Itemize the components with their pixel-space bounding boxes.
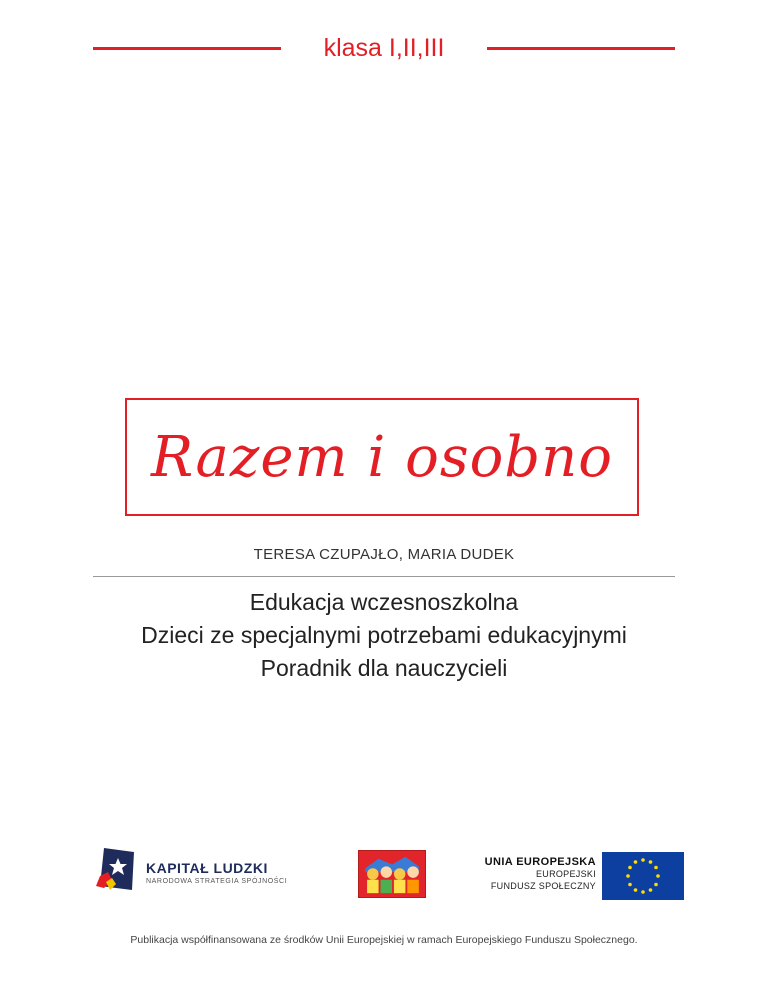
subtitle-line-1: Edukacja wczesnoszkolna xyxy=(249,589,519,615)
eu-line-1: EUROPEJSKI xyxy=(535,869,596,879)
authors: TERESA CZUPAJŁO, MARIA DUDEK xyxy=(253,546,515,563)
logo-strip xyxy=(0,842,768,912)
eu-name: UNIA EUROPEJSKA xyxy=(484,856,596,868)
eu-flag-icon xyxy=(602,852,684,900)
kapital-ludzki-tagline: NARODOWA STRATEGIA SPÓJNOŚCI xyxy=(146,878,288,885)
kapital-ludzki-logo-icon xyxy=(96,846,136,894)
school-logo xyxy=(358,850,426,898)
grade-rule-right xyxy=(487,47,675,50)
kapital-ludzki-text xyxy=(146,860,287,885)
grade-rule-left xyxy=(93,47,281,50)
school-logo-icon xyxy=(359,851,425,897)
footer-note: Publikacja współfinansowana ze środków Unii Europejskiej w ramach Europejskiego Funduszu Społecznego. xyxy=(130,934,638,946)
subtitle-line-2: Dzieci ze specjalnymi potrzebami edukacyjnymi xyxy=(141,622,627,648)
title-box xyxy=(125,398,639,516)
divider xyxy=(93,576,675,577)
kapital-ludzki-name: KAPITAŁ LUDZKI xyxy=(146,860,268,876)
eu-text xyxy=(485,856,596,892)
book-title: Razem i osobno xyxy=(151,424,613,490)
grade-label: klasa I,II,III xyxy=(323,33,445,62)
subtitle-line-3: Poradnik dla nauczycieli xyxy=(260,655,508,681)
subtitle-block xyxy=(0,586,768,685)
eu-line-2: FUNDUSZ SPOŁECZNY xyxy=(490,881,596,891)
grade-header xyxy=(93,28,675,68)
